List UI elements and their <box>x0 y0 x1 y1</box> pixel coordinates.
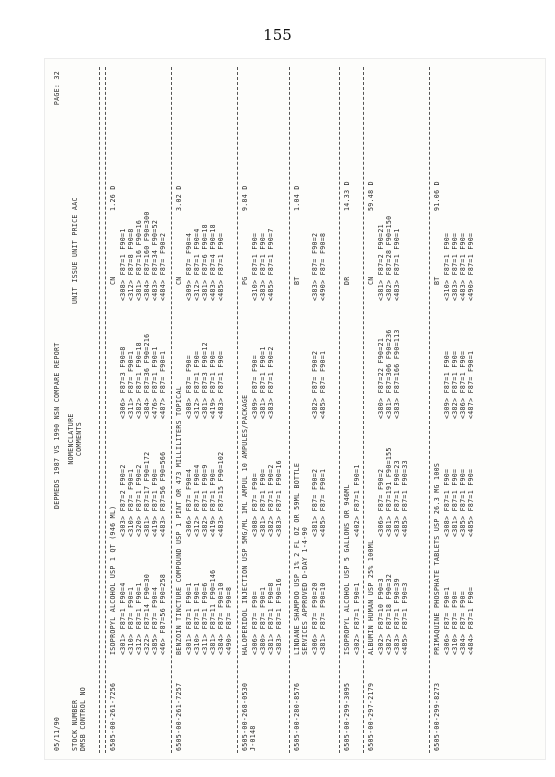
column-header-nomenclature-label: NOMENCLATURE <box>67 413 75 465</box>
usage-code: <386> F87=1 F90= <box>459 350 467 419</box>
usage-code-column <box>251 346 275 419</box>
usage-code-column <box>353 582 361 655</box>
usage-code: <381> F87= F90=2 <box>311 468 319 537</box>
usage-code-column <box>251 228 275 301</box>
usage-code-column <box>443 233 475 301</box>
usage-code: <490> F87= F90=8 <box>225 586 233 655</box>
usage-code: <381> F87=6 F90=18 <box>201 224 209 301</box>
usage-code: <381> F87=2 F90=21 <box>377 224 385 301</box>
usage-code: <303> F87=2 F90=2 <box>119 464 127 537</box>
usage-code: <306> F87=3 F90=8 <box>119 346 127 419</box>
usage-code: <312> F87=8 F90=8 <box>127 228 135 301</box>
usage-code: <306> F87= F90=4 <box>185 468 193 537</box>
usage-code: <46> F87=56 F90=258 <box>159 573 167 655</box>
usage-code: <381> F87=191 F90=155 <box>385 447 393 537</box>
usage-code: <308> F87=1 F90= <box>443 468 451 537</box>
unit-price-aac: 1.04 D <box>293 185 301 211</box>
usage-code: <490> F87= F90=8 <box>319 232 327 301</box>
usage-code: <485> F87=1 F90=7 <box>267 228 275 301</box>
unit-issue: CN <box>109 276 117 285</box>
usage-code-column <box>185 570 233 655</box>
unit-price-aac: 14.33 D <box>343 181 351 211</box>
usage-code: <311> F87= F90=1 <box>127 350 135 419</box>
control-number-value: J-0148 <box>249 725 257 751</box>
usage-code: <312> F87=1 F90=1 <box>135 582 143 655</box>
usage-code: <381> F87= F90=10 <box>319 582 327 655</box>
usage-code: <483> F87=56 F90=566 <box>159 451 167 537</box>
report-sheet <box>44 58 546 760</box>
column-header-stock <box>71 661 87 751</box>
usage-code: <308> F87= F90= <box>251 472 259 537</box>
usage-code: <380> F87= F90=1 <box>259 586 267 655</box>
usage-code: <380> F87=22 F90=21 <box>377 337 385 419</box>
usage-code: <309> F87=1 F90= <box>443 350 451 419</box>
usage-code: <485> F87=1 F90= <box>217 232 225 301</box>
usage-code: <384> F87= F90=10 <box>217 582 225 655</box>
usage-code: <419> F87=1 F90= <box>209 468 217 537</box>
column-header-unit-issue-price: UNIT ISSUE UNIT PRICE AAC <box>71 197 79 304</box>
usage-code: <381> F87=1 F90=1 <box>259 346 267 419</box>
header-divider <box>99 67 100 753</box>
usage-code: <320> F87=1 F90=2 <box>135 464 143 537</box>
usage-code: <382> F87=28 F90=150 <box>385 215 393 301</box>
usage-code: <384> F87=36 F90=216 <box>143 333 151 419</box>
usage-code-column <box>119 334 167 419</box>
usage-code: <381> F87=16 F90=16 <box>135 219 143 301</box>
unit-issue: CN <box>175 276 183 285</box>
column-header-control-no: DMSB CONTROL NO <box>79 686 87 751</box>
unit-price-aac: 3.02 D <box>175 185 183 211</box>
usage-code: <310> F87=1 F90= <box>443 232 451 301</box>
stock-number <box>175 659 183 751</box>
unit-price-aac: 59.48 D <box>367 181 375 211</box>
entry-divider <box>289 67 290 753</box>
comment-line: SERVICES APPROVED D-DAY 1-4-90 <box>301 526 309 655</box>
usage-code: <310> F87= F90=1 <box>127 468 135 537</box>
usage-code: <382> F87=1 F90=2 <box>267 464 275 537</box>
usage-code: <383> F87=166 F90=113 <box>393 329 401 419</box>
usage-code: <485> F87=1 F90= <box>467 468 475 537</box>
usage-code: <485> F87=1 F90=33 <box>401 460 409 537</box>
usage-code: <485> F87=1 F90=3 <box>401 582 409 655</box>
nomenclature: BENZOIN TINCTURE COMPOUND USP 1 PINT OR 473 MILLILITERS TOPICAL <box>175 386 183 655</box>
usage-code: <487> F87= F90=1 <box>467 350 475 419</box>
usage-code: <382> F87=18 F90=32 <box>385 573 393 655</box>
usage-code: <309> F87= F90= <box>251 354 259 419</box>
usage-code: <306> F87= F90=20 <box>311 582 319 655</box>
unit-issue: BT <box>433 276 441 285</box>
stock-number-value: 6505-00-299-8273 <box>433 682 441 751</box>
unit-issue: BT <box>293 276 301 285</box>
usage-code: <381> F87=3 F90=12 <box>201 342 209 419</box>
usage-code-column <box>119 211 167 301</box>
usage-code: <381> F87=1 F90= <box>259 468 267 537</box>
usage-code: <306> F87= F90=2 <box>377 468 385 537</box>
usage-code-column <box>185 452 225 537</box>
unit-price-aac: 1.26 D <box>109 185 117 211</box>
usage-code-column <box>311 233 327 301</box>
usage-code: <385> F87= F90=4 <box>151 586 159 655</box>
usage-code: <381> F87=17 F90=172 <box>143 451 151 537</box>
entry-divider <box>105 67 106 753</box>
usage-code: <382> F87= F90=2 <box>311 350 319 419</box>
stock-number <box>109 659 117 751</box>
usage-code: <309> F87= F90=4 <box>185 232 193 301</box>
usage-code: <382> F87=1 F90=18 <box>135 342 143 419</box>
usage-code-column <box>119 574 167 655</box>
usage-code: <483> F87=1 F90=1 <box>393 228 401 301</box>
stock-number-value: 6505-00-261-7256 <box>109 682 117 751</box>
stock-number-value: 6505-00-261-7257 <box>175 682 183 751</box>
usage-code: <383> F87= F90=2 <box>311 232 319 301</box>
entry-divider <box>363 67 364 753</box>
usage-code-column <box>311 469 327 537</box>
stock-number <box>343 659 351 751</box>
entry-divider <box>429 67 430 753</box>
usage-code: <312> F87=1 F90= <box>193 350 201 419</box>
usage-code: <381> F87=1 F90= <box>451 468 459 537</box>
unit-price-aac: 91.06 D <box>433 181 441 211</box>
stock-number <box>241 659 257 751</box>
usage-code: <402> F87=1 F90=1 <box>353 464 361 537</box>
usage-code: <381> F87=1 F90=8 <box>267 582 275 655</box>
usage-code: <383> F87=1 F90=16 <box>275 460 283 537</box>
usage-code-column <box>251 578 283 655</box>
usage-code: <383> F87=1 F90= <box>259 232 267 301</box>
nomenclature: ISOPROPYL ALCOHOL USP 5 GALLONS OR 946ML <box>343 484 351 655</box>
stock-number-value: 6505-00-268-0530 <box>241 682 249 751</box>
stock-number <box>293 659 301 751</box>
usage-code: <382> F87=1 F90= <box>451 350 459 419</box>
usage-code: <383> F87=1 F90=16 <box>275 578 283 655</box>
usage-code: <485> F87= F90=1 <box>319 468 327 537</box>
usage-code: <483> F87=1 F90= <box>459 232 467 301</box>
usage-code: <383> F87=1 F90=23 <box>393 460 401 537</box>
stock-number <box>367 659 375 751</box>
nomenclature: LINDANE SHAMPOO USP 1% 2 FL OZ OR 59ML BOTTLE <box>293 462 301 655</box>
usage-code: <306> F87= F90= <box>251 590 259 655</box>
stock-number <box>433 659 441 751</box>
usage-code: <483> F87=15 F90=102 <box>217 451 225 537</box>
usage-code: <310> F87=1 F90= <box>251 232 259 301</box>
usage-code: <485> F87= F90=1 <box>319 350 327 419</box>
usage-code-column <box>377 574 409 655</box>
report-date: 05/11/90 <box>53 716 61 751</box>
usage-code-column <box>185 342 225 419</box>
usage-code: <419> F87=1 F90= <box>209 350 217 419</box>
report-title: DEPMEDS 1987 VS 1990 NSN COMPARE REPORT <box>53 342 61 509</box>
usage-code: <308> F87=1 F90=1 <box>119 228 127 301</box>
usage-code-column <box>377 447 409 537</box>
usage-code: <383> F87=1 F90=2 <box>267 346 275 419</box>
rotated-report <box>45 59 545 759</box>
usage-code-column <box>377 329 401 419</box>
usage-code: <383> F87=1 F90=39 <box>393 578 401 655</box>
usage-code-column <box>311 582 327 655</box>
usage-code: <381> F87=11 F90=146 <box>209 569 217 655</box>
unit-price-aac: 9.84 D <box>241 185 249 211</box>
usage-code: <484> F87= F90=2 <box>159 232 167 301</box>
entry-divider <box>171 67 172 753</box>
column-header-comments-label: COMMENTS <box>75 421 83 457</box>
page-number: 155 <box>263 26 292 44</box>
usage-code-column <box>311 351 327 419</box>
usage-code: <384> F87=160 F90=300 <box>143 211 151 301</box>
usage-code: <384> F87= F90= <box>459 590 467 655</box>
entry-divider <box>339 67 340 753</box>
usage-code: <382> F87=1 F90=9 <box>201 464 209 537</box>
usage-code: <312> F87=1 F90=4 <box>193 228 201 301</box>
usage-code-column <box>353 464 361 537</box>
usage-code: <476> F87=1 F90=1 <box>151 346 159 419</box>
usage-code-column <box>443 351 475 419</box>
usage-code: <383> F87=1 F90= <box>451 232 459 301</box>
nomenclature: ALBUMIN HUMAN USP 25% 100ML <box>367 539 375 655</box>
usage-code: <308> F87= F90= <box>185 354 193 419</box>
usage-code: <301> F87=1 F90=4 <box>119 582 127 655</box>
usage-code: <310> F87= F90=1 <box>127 586 135 655</box>
unit-issue: DR <box>343 276 351 285</box>
usage-code-column <box>119 452 167 537</box>
usage-code: <311> F87=1 F90=6 <box>201 582 209 655</box>
usage-code: <310> F87=1 F90=1 <box>193 582 201 655</box>
usage-code-column <box>443 469 475 537</box>
nomenclature: PRIMAQUINE PHOSPHATE TABLETS USP 26.3 MG 100S <box>433 462 441 655</box>
usage-code: <302> F87=10 F90=3 <box>377 578 385 655</box>
usage-code: <483> F87=1 F90= <box>217 350 225 419</box>
unit-issue: CN <box>367 276 375 285</box>
usage-code: <419> F87=1 F90= <box>151 468 159 537</box>
nomenclature: HALOPERIDOL INJECTION USP 5MG/ML 1ML AMPUL 10 AMPULES/PACKAGE <box>241 394 249 655</box>
usage-code: <483> F87=4 F90=18 <box>209 224 217 301</box>
usage-code: <381> F87=306 F90=236 <box>385 329 393 419</box>
usage-code: <302> F87=1 F90=1 <box>353 582 361 655</box>
column-header-nomenclature <box>67 369 83 509</box>
usage-code: <306> F87= F90=1 <box>443 586 451 655</box>
usage-code: <310> F87= F90= <box>451 590 459 655</box>
entry-divider <box>237 67 238 753</box>
usage-code-column <box>251 460 283 537</box>
usage-code: <312> F87=1 F90=4 <box>193 464 201 537</box>
column-header-stock-number: STOCK NUMBER <box>71 699 79 751</box>
usage-code-column <box>377 216 401 301</box>
usage-code: <490> F87=1 F90= <box>467 232 475 301</box>
usage-code-column <box>443 587 475 655</box>
stock-number-value: 6505-00-280-8576 <box>293 682 301 751</box>
usage-code: <385> F87=1 F90= <box>459 468 467 537</box>
usage-code: <322> F87=14 F90=30 <box>143 573 151 655</box>
stock-number-value: 6505-00-299-3095 <box>343 682 351 751</box>
unit-issue: PG <box>241 276 249 285</box>
usage-code: <484> F87=1 F90= <box>467 586 475 655</box>
usage-code: <301> F87=1 F90=1 <box>185 582 193 655</box>
usage-code: <483> F87=34 F90=52 <box>151 219 159 301</box>
nomenclature: ISOPROPYL ALCOHOL USP 1 QT (946 ML) <box>109 505 117 655</box>
usage-code: <487> F87= F90=1 <box>159 350 167 419</box>
usage-code-column <box>185 224 225 301</box>
stock-number-value: 6505-00-297-2179 <box>367 682 375 751</box>
report-page: PAGE: 32 <box>53 71 61 106</box>
report-header <box>49 59 109 759</box>
